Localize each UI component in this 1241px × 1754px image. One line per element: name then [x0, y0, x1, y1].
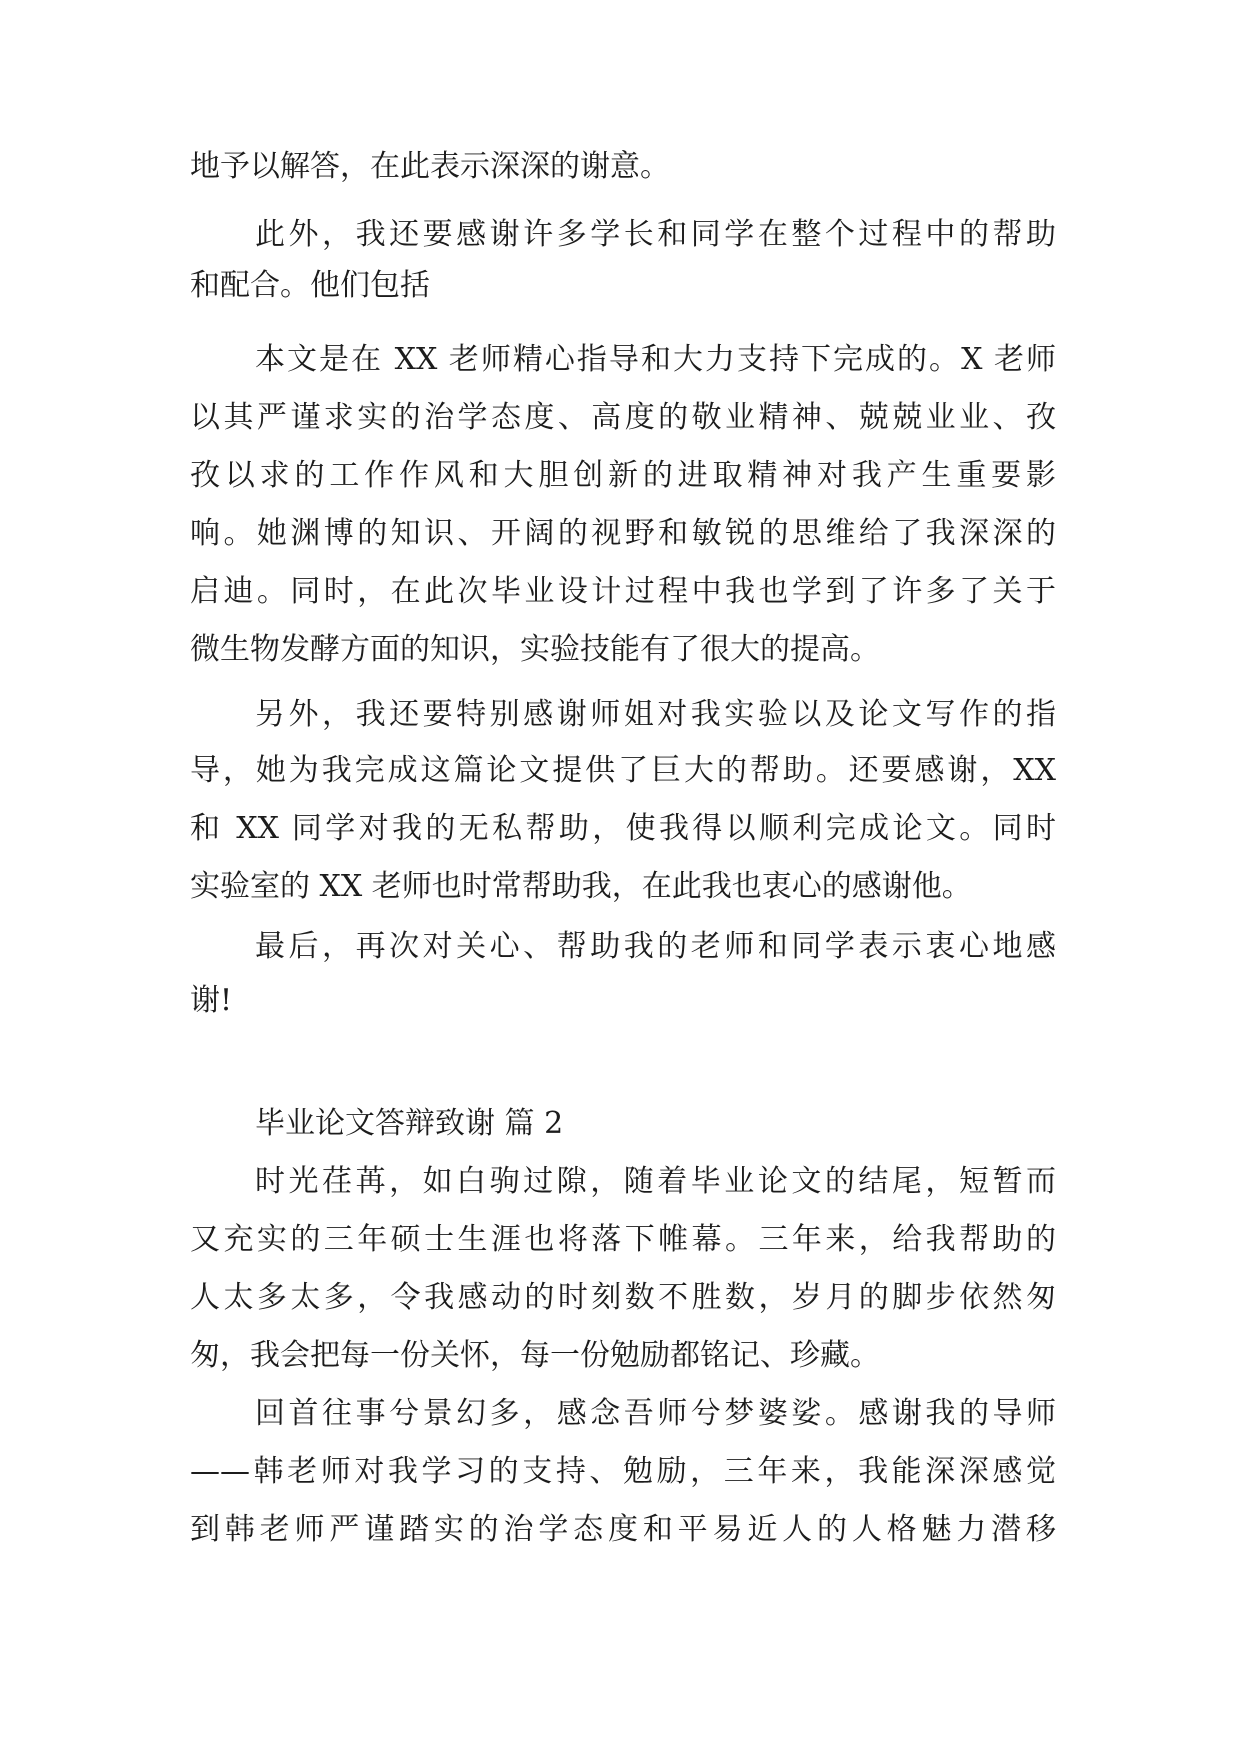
paragraph-line: 孜以求的工作作风和大胆创新的进取精神对我产生重要影	[190, 458, 1056, 493]
paragraph-line: 到韩老师严谨踏实的治学态度和平易近人的人格魅力潜移	[190, 1512, 1056, 1547]
paragraph-line: 最后，再次对关心、帮助我的老师和同学表示衷心地感	[255, 929, 1056, 964]
paragraph-line: 匆，我会把每一份关怀，每一份勉励都铭记、珍藏。	[190, 1338, 880, 1373]
paragraph-line: 和配合。他们包括	[190, 268, 430, 303]
paragraph-line: 又充实的三年硕士生涯也将落下帷幕。三年来，给我帮助的	[190, 1222, 1056, 1257]
paragraph-line: 回首往事兮景幻多，感念吾师兮梦婆娑。感谢我的导师	[255, 1396, 1056, 1431]
paragraph-line: 地予以解答，在此表示深深的谢意。	[190, 149, 670, 184]
paragraph-line: ——韩老师对我学习的支持、勉励，三年来，我能深深感觉	[190, 1454, 1056, 1489]
paragraph-line: 时光荏苒，如白驹过隙，随着毕业论文的结尾，短暂而	[255, 1164, 1056, 1199]
paragraph-line: 谢!	[190, 983, 233, 1018]
paragraph-line: 此外，我还要感谢许多学长和同学在整个过程中的帮助	[255, 217, 1056, 252]
paragraph-line: 响。她渊博的知识、开阔的视野和敏锐的思维给了我深深的	[190, 516, 1056, 551]
paragraph-line: 另外，我还要特别感谢师姐对我实验以及论文写作的指	[255, 697, 1056, 732]
paragraph-line: 人太多太多，令我感动的时刻数不胜数，岁月的脚步依然匆	[190, 1280, 1056, 1315]
paragraph-line: 本文是在 XX 老师精心指导和大力支持下完成的。X 老师	[255, 342, 1056, 377]
paragraph-line: 实验室的 XX 老师也时常帮助我，在此我也衷心的感谢他。	[190, 869, 972, 904]
paragraph-line: 启迪。同时，在此次毕业设计过程中我也学到了许多了关于	[190, 574, 1056, 609]
paragraph-line: 导，她为我完成这篇论文提供了巨大的帮助。还要感谢，XX	[190, 753, 1056, 788]
paragraph-line: 以其严谨求实的治学态度、高度的敬业精神、兢兢业业、孜	[190, 400, 1056, 435]
paragraph-line: 微生物发酵方面的知识，实验技能有了很大的提高。	[190, 632, 880, 667]
section-heading: 毕业论文答辩致谢 篇 2	[255, 1106, 564, 1141]
paragraph-line: 和 XX 同学对我的无私帮助，使我得以顺利完成论文。同时	[190, 811, 1056, 846]
